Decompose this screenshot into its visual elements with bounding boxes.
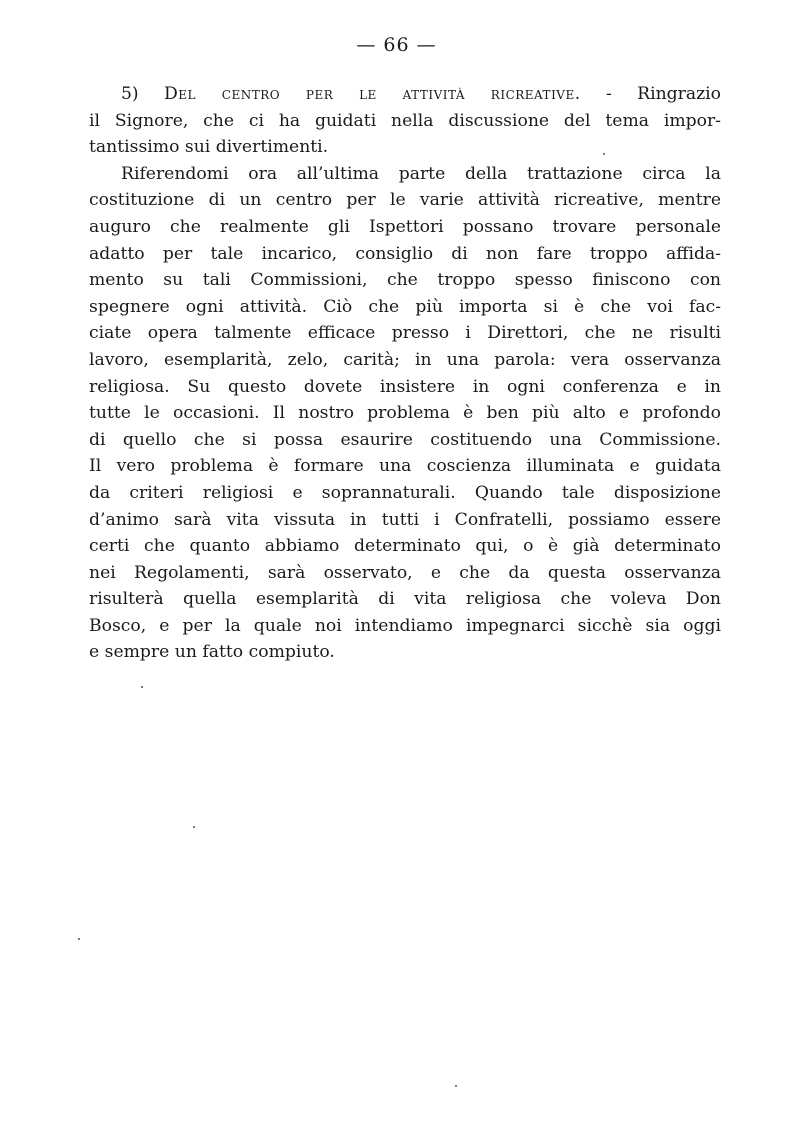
paragraph-2-line: ciate opera talmente efficace presso i Direttori, che ne risulti: [89, 323, 721, 344]
section-heading-line: [89, 81, 721, 108]
scan-speck: [193, 826, 195, 828]
paragraph-2-line: risulterà quella esemplarità di vita religiosa che voleva Don: [89, 589, 721, 610]
paragraph-2-line: di quello che si possa esaurire costituendo una Commissione.: [89, 429, 721, 450]
paragraph-2-line: spegnere ogni attività. Ciò che più importa si è che voi fac-: [89, 296, 721, 317]
scan-speck: [455, 1085, 457, 1087]
section-title: Del centro per le attività ricreative.: [163, 84, 581, 104]
paragraph-2-line: mento su tali Commissioni, che troppo spesso finiscono con: [89, 270, 721, 291]
body-text: [89, 81, 721, 666]
paragraph-2-line: tutte le occasioni. Il nostro problema è ben più alto e profondo: [89, 403, 721, 424]
paragraph-2-line: d’animo sarà vita vissuta in tutti i Confratelli, possiamo essere: [89, 509, 721, 530]
paragraph-2-line: Riferendomi ora all’ultima parte della trattazione circa la: [121, 163, 721, 184]
page-number: — 66 —: [356, 34, 437, 56]
paragraph-2-line: costituzione di un centro per le varie attività ricreative, mentre: [89, 190, 721, 211]
paragraph-2-line: lavoro, esemplarità, zelo, carità; in una parola: vera osservanza: [89, 349, 721, 370]
section-number: 5): [121, 84, 139, 104]
scan-speck: [141, 686, 143, 688]
paragraph-2-line: religiosa. Su questo dovete insistere in ogni conferenza e in: [89, 376, 721, 397]
paragraph-2-line: da criteri religiosi e soprannaturali. Quando tale disposizione: [89, 482, 721, 503]
paragraph-2-line: e sempre un fatto compiuto.: [89, 642, 335, 663]
paragraph-2-line: nei Regolamenti, sarà osservato, e che da questa osservanza: [89, 562, 721, 583]
paragraph-2-line: auguro che realmente gli Ispettori possano trovare personale: [89, 216, 721, 237]
scan-speck: [78, 938, 80, 940]
paragraph-1-line-2: il Signore, che ci ha guidati nella discussione del tema impor-: [89, 110, 721, 131]
paragraph-1-line-1: Ringrazio: [637, 84, 722, 104]
paragraph-2-line: Il vero problema è formare una coscienza illuminata e guidata: [89, 456, 721, 477]
paragraph-1-line-3: tantissimo sui divertimenti.: [89, 137, 329, 158]
paragraph-2-line: certi che quanto abbiamo determinato qui, o è già determinato: [89, 536, 721, 557]
paragraph-2-line: Bosco, e per la quale noi intendiamo impegnarci sicchè sia oggi: [89, 615, 721, 636]
paragraph-2-line: adatto per tale incarico, consiglio di non fare troppo affida-: [89, 243, 721, 264]
scan-speck: [603, 153, 605, 155]
section-separator: -: [606, 84, 612, 104]
